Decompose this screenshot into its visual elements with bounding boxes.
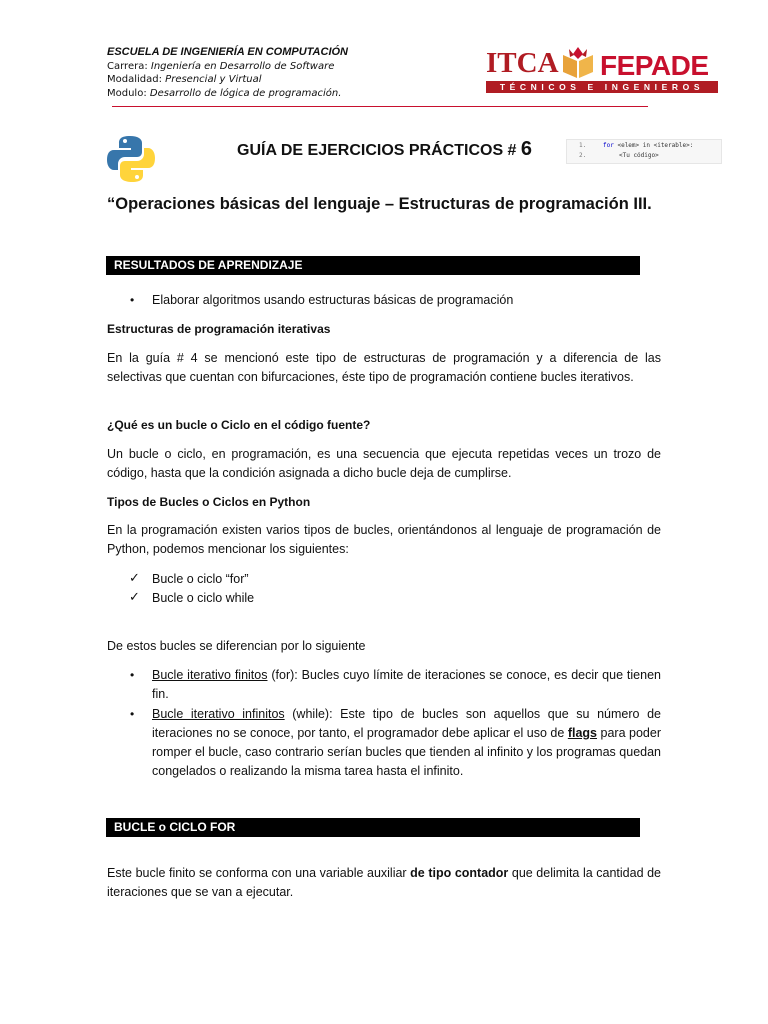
finite-loop-link[interactable]: Bucle iterativo finitos [152, 668, 268, 682]
modality-line: Modalidad: Presencial y Virtual [107, 74, 262, 85]
learning-bullet: Elaborar algoritmos usando estructuras básicas de programación [152, 293, 514, 307]
check-icon: ✓ [129, 589, 140, 604]
heading-iterative: Estructuras de programación iterativas [107, 322, 331, 336]
paragraph-what-is-loop: Un bucle o ciclo, en programación, es una secuencia que ejecuta repetidas veces un trozo de código, hasta que la condición asignada a dicho bucle deja de cumplirse. [107, 447, 661, 480]
section-header-learning: RESULTADOS DE APRENDIZAJE [106, 256, 640, 275]
paragraph-iterative: En la guía # 4 se mencionó este tipo de estructuras de programación y a diferencia de las selectivas que cuentan con bifurcaciones, éste tipo de programación contiene bucles iterativos. [107, 351, 661, 384]
subtitle: “Operaciones básicas del lenguaje – Estructuras de programación III. [107, 195, 652, 213]
bullet-infinite: Bucle iterativo infinitos (while): Este tipo de bucles son aquellos que su número de iteraciones no se conoce, por tanto, el programador debe aplicar el uso de flags para poder romper el bucle, caso contrario serían bucles que tienden al infinito y los programas quedan congelados o realizando la misma tarea hasta el infinito. [152, 707, 661, 778]
code-line: <Tu código> [619, 152, 659, 159]
check-icon: ✓ [129, 570, 140, 585]
check-item-while: Bucle o ciclo while [152, 591, 255, 605]
bullet-icon: • [130, 293, 135, 307]
python-logo-icon [106, 134, 156, 184]
code-line-number: 1. [579, 142, 587, 149]
heading-what-is-loop: ¿Qué es un bucle o Ciclo en el código fuente? [107, 418, 371, 432]
infinite-loop-link[interactable]: Bucle iterativo infinitos [152, 707, 285, 721]
header-divider [112, 106, 648, 107]
paragraph-differences: De estos bucles se diferencian por lo siguiente [107, 639, 366, 653]
code-line: for <elem> in <iterable>: [603, 142, 694, 149]
school-name: ESCUELA DE INGENIERÍA EN COMPUTACIÓN [107, 46, 348, 58]
bullet-icon: • [130, 668, 135, 682]
logo-tagline: TÉCNICOS E INGENIEROS [486, 81, 718, 93]
paragraph-for: Este bucle finito se conforma con una variable auxiliar de tipo contador que delimita la cantidad de iteraciones que se van a ejecutar. [107, 866, 661, 899]
page-title: GUÍA DE EJERCICIOS PRÁCTICOS # 6 [237, 138, 533, 160]
heading-loop-types: Tipos de Bucles o Ciclos en Python [107, 495, 311, 509]
book-logo-icon [561, 45, 595, 79]
module-line: Modulo: Desarrollo de lógica de programación. [107, 88, 342, 99]
bullet-finite: Bucle iterativo finitos (for): Bucles cuyo límite de iteraciones se conoce, es decir que tienen fin. [152, 668, 661, 701]
career-line: Carrera: Ingeniería en Desarrollo de Software [107, 61, 335, 72]
flags-link[interactable]: flags [567, 726, 598, 740]
check-item-for: Bucle o ciclo “for” [152, 572, 249, 586]
bullet-icon: • [130, 707, 135, 721]
logo-fepade: FEPADE [600, 50, 709, 81]
logo-itca: ITCA [486, 47, 559, 79]
code-snippet [566, 139, 722, 164]
paragraph-loop-types: En la programación existen varios tipos de bucles, orientándonos al lenguaje de programación de Python, podemos mencionar los siguientes: [107, 523, 661, 556]
code-line-number: 2. [579, 152, 587, 159]
section-header-for: BUCLE o CICLO FOR [106, 818, 640, 837]
